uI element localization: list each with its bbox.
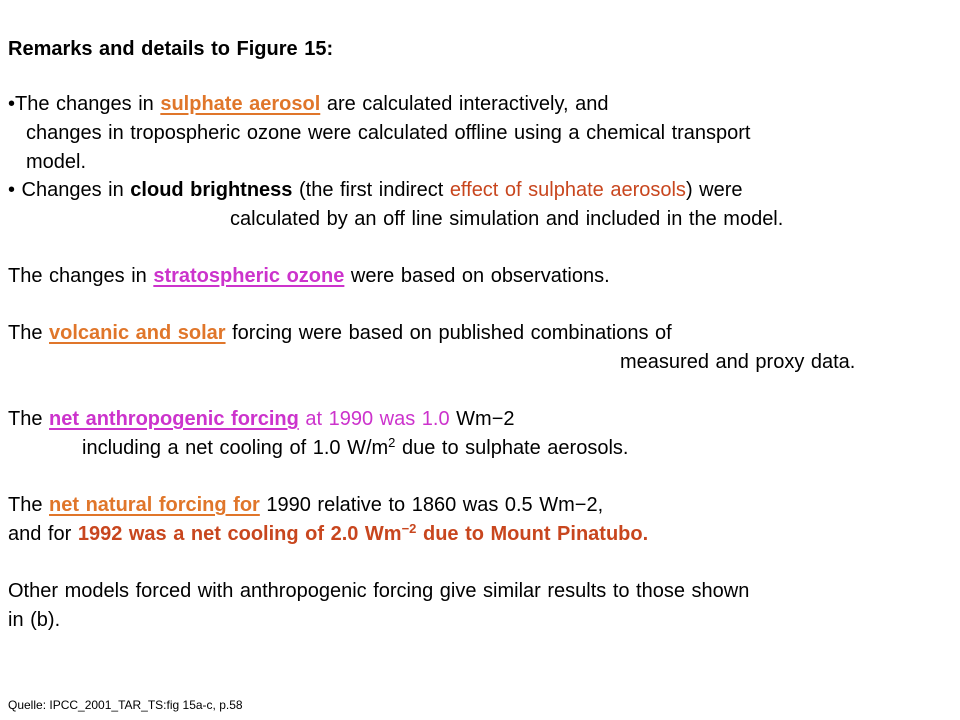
stratospheric-ozone-line — [8, 263, 610, 289]
net-anthropogenic-forcing-link[interactable]: net anthropogenic forcing — [49, 408, 299, 430]
text-span: (the first indirect — [292, 179, 450, 201]
pinatubo-statement: 1992 was a net cooling of 2.0 Wm — [77, 523, 402, 545]
superscript: −2 — [401, 521, 417, 536]
text-span: The changes in — [8, 265, 154, 287]
other-models-line1: Other models forced with anthropogenic forcing give similar results to those shown — [8, 580, 750, 602]
stratospheric-ozone-link[interactable]: stratospheric ozone — [153, 265, 345, 287]
volcanic-solar-link[interactable]: volcanic and solar — [49, 322, 226, 344]
bullet-cloud-line2: calculated by an off line simulation and included in the model. — [230, 208, 784, 230]
text-span: The — [8, 322, 50, 344]
anthropogenic-line1 — [8, 406, 515, 432]
text-span: The — [8, 408, 50, 430]
volcanic-solar-line2: measured and proxy data. — [620, 351, 856, 373]
text-span: due to sulphate aerosols. — [395, 437, 629, 459]
natural-forcing-line1 — [8, 492, 603, 518]
volcanic-solar-line1 — [8, 320, 672, 346]
text-span: • Changes in — [8, 179, 131, 201]
text-span: were based on observations. — [344, 265, 610, 287]
text-span: ) were — [685, 179, 743, 201]
text-span: including a net cooling of 1.0 W/m — [82, 437, 389, 459]
sulphate-aerosol-link[interactable]: sulphate aerosol — [160, 93, 321, 115]
bullet-cloud-line1 — [8, 177, 743, 203]
sulphate-effect-term: effect of sulphate aerosols — [449, 179, 686, 201]
text-span: forcing were based on published combinations of — [225, 322, 672, 344]
source-citation: Quelle: IPCC_2001_TAR_TS:fig 15a-c, p.58 — [8, 698, 243, 712]
text-span: Wm−2 — [449, 408, 515, 430]
slide-title: Remarks and details to Figure 15: — [8, 38, 334, 60]
net-natural-forcing-link[interactable]: net natural forcing for — [49, 494, 260, 516]
text-span: The — [8, 494, 50, 516]
bullet-sulphate-line2: changes in tropospheric ozone were calculated offline using a chemical transport — [26, 122, 751, 144]
bullet-sulphate-line3: model. — [26, 151, 87, 173]
text-span: •The changes in — [8, 93, 161, 115]
text-span: 1990 relative to 1860 was 0.5 Wm−2, — [259, 494, 604, 516]
natural-forcing-line2 — [8, 521, 648, 547]
bullet-sulphate-line1 — [8, 91, 609, 117]
anthropogenic-line2 — [82, 435, 628, 461]
anthropogenic-value: at 1990 was 1.0 — [298, 408, 450, 430]
text-span: are calculated interactively, and — [320, 93, 609, 115]
pinatubo-statement-end: due to Mount Pinatubo. — [416, 523, 649, 545]
text-span: and for — [8, 523, 78, 545]
cloud-brightness-term: cloud brightness — [130, 179, 293, 201]
superscript: 2 — [388, 435, 396, 450]
other-models-line2: in (b). — [8, 609, 61, 631]
